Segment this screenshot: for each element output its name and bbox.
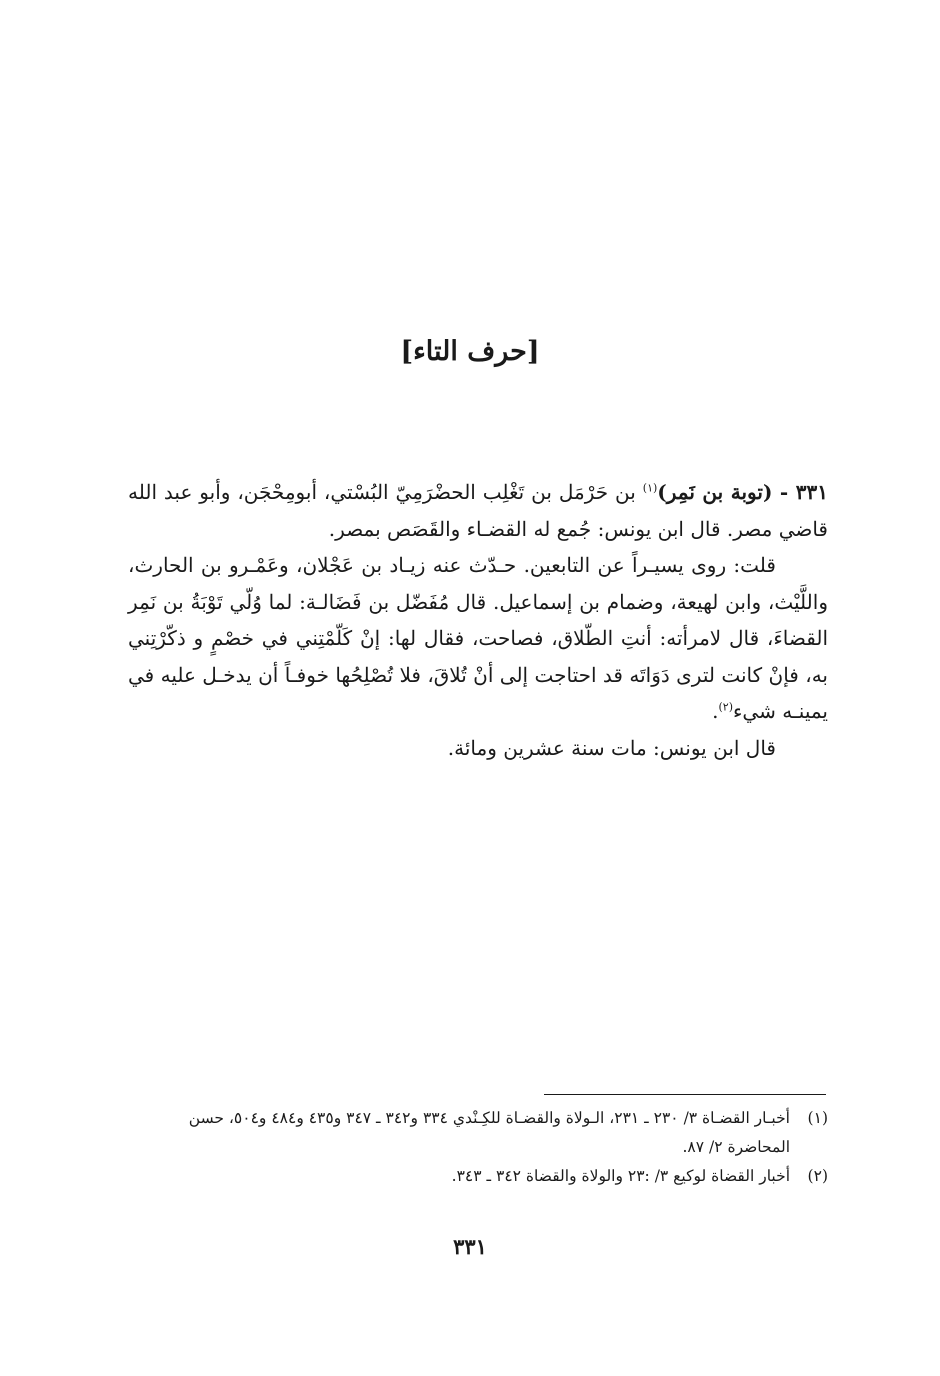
entry-paragraph-3: قال ابن يونس: مات سنة عشرين ومائة. (447, 735, 776, 760)
footnote-item (128, 1162, 828, 1191)
footnote-divider (544, 1094, 826, 1095)
entry-heading: ٣٣١ - (توبة بن نَمِر) (657, 480, 828, 504)
footnote-ref-1[interactable]: (١) (642, 481, 658, 495)
footnote-number: (٢) (807, 1167, 828, 1185)
footnote-text: أخبار القضاة لوكيع ٣/ :٢٣ والولاة والقضاة ٣٤٢ ـ ٣٤٣. (451, 1167, 790, 1185)
entry-paragraph-2-text: قلت: روى يسيـراً عن التابعين. حـدّث عنه زيـاد بن عَجْلان، وعَمْـرو بن الحارث، واللَّيْث، وابن لهيعة، وضمام بن إسماعيل. قال مُفَضّل بن فَضَالـة: لما وُلّي تَوْبَةُ بن نَمِر القضاءَ، قال لامرأته: أنتِ الطّلاق، فصاحت، فقال لها: إنْ كَلّمْتِني في خصْمٍ و ذكّرْتِني به، فإنْ كانت لترى دَوَاتَه قد احتاجت إلى أنْ تُلاقَ، فلا تُصْلِحُها خوفـاً أن يدخـل عليه في يمينـه شيء (128, 553, 828, 723)
footnotes (128, 1104, 828, 1191)
footnote-ref-2[interactable]: (٢) (718, 700, 734, 714)
entry-paragraph-1-text: بن حَرْمَل بن تَغْلِب الحضْرَمِيّ البُسْتي، أبومِحْجَن، وأبو عبد الله قاضي مصر. قال ابن يونس: جُمع له القضـاء والقَصَص بمصر. (128, 480, 828, 541)
footnote-text: أخبـار القضـاة ٣/ ٢٣٠ ـ ٢٣١، الـولاة والقضـاة للكِـنْدي ٣٣٤ و٣٤٢ ـ ٣٤٧ و٤٣٥ و٤٨٤ و٥٠٤، حسن المحاضرة ٢/ ٨٧. (188, 1109, 790, 1156)
entry-paragraph-1 (128, 474, 828, 547)
entry-paragraph-2 (128, 547, 828, 730)
entry-body (128, 474, 828, 766)
entry-paragraph-2-end: . (712, 699, 719, 723)
page-number: ٣٣١ (453, 1234, 487, 1259)
section-title: [حرف التاء] (400, 336, 540, 367)
footnote-number: (١) (807, 1109, 828, 1127)
footnote-item (128, 1104, 828, 1162)
